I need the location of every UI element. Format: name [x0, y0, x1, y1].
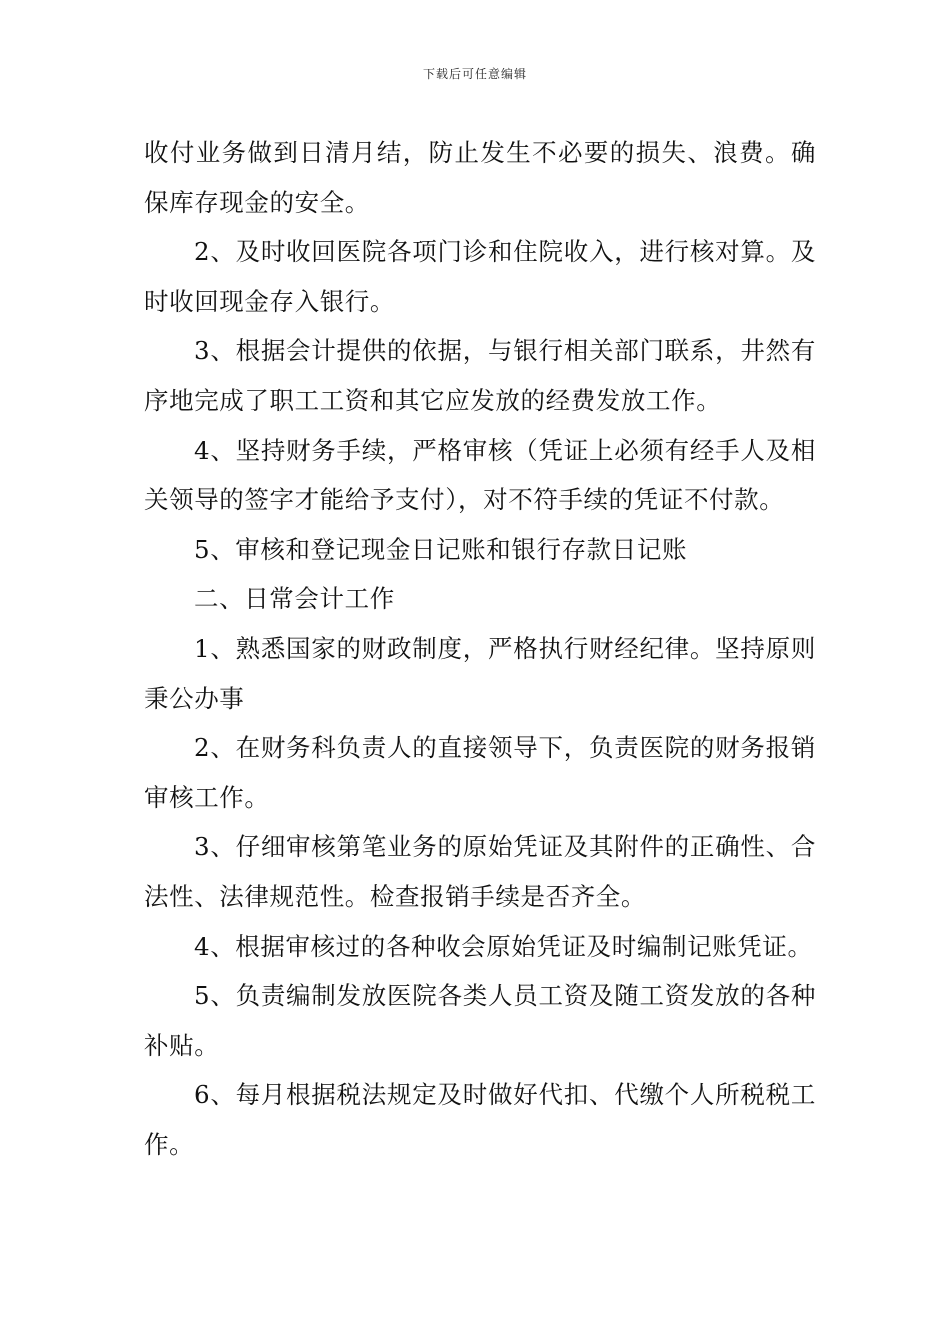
paragraph-11: 5、负责编制发放医院各类人员工资及随工资发放的各种补贴。: [144, 981, 816, 1060]
paragraph-8: 2、在财务科负责人的直接领导下，负责医院的财务报销审核工作。: [144, 733, 816, 812]
paragraph-7: 1、熟悉国家的财政制度，严格执行财经纪律。坚持原则秉公办事: [144, 633, 816, 713]
paragraph-3: 3、根据会计提供的依据，与银行相关部门联系，井然有序地完成了职工工资和其它应发放的经费发放工作。: [144, 336, 816, 415]
paragraph-12: 6、每月根据税法规定及时做好代扣、代缴个人所税税工作。: [144, 1080, 816, 1159]
section-heading: 二、日常会计工作: [194, 584, 395, 614]
paragraph-2: 2、及时收回医院各项门诊和住院收入，进行核对算。及时收回现金存入银行。: [144, 237, 816, 316]
paragraph-1: 收付业务做到日清月结，防止发生不必要的损失、浪费。确保库存现金的安全。: [144, 138, 816, 217]
paragraph-5: 5、审核和登记现金日记账和银行存款日记账: [194, 534, 688, 564]
document-body: [144, 128, 816, 1169]
paragraph-4: 4、坚持财务手续，严格审核（凭证上必须有经手人及相关领导的签字才能给予支付），对不符手续的凭证不付款。: [144, 435, 816, 515]
paragraph-10: 4、根据审核过的各种收会原始凭证及时编制记账凭证。: [194, 931, 813, 961]
page-header: 下载后可任意编辑: [422, 67, 527, 81]
paragraph-9: 3、仔细审核第笔业务的原始凭证及其附件的正确性、合法性、法律规范性。检查报销手续是否齐全。: [144, 832, 816, 911]
